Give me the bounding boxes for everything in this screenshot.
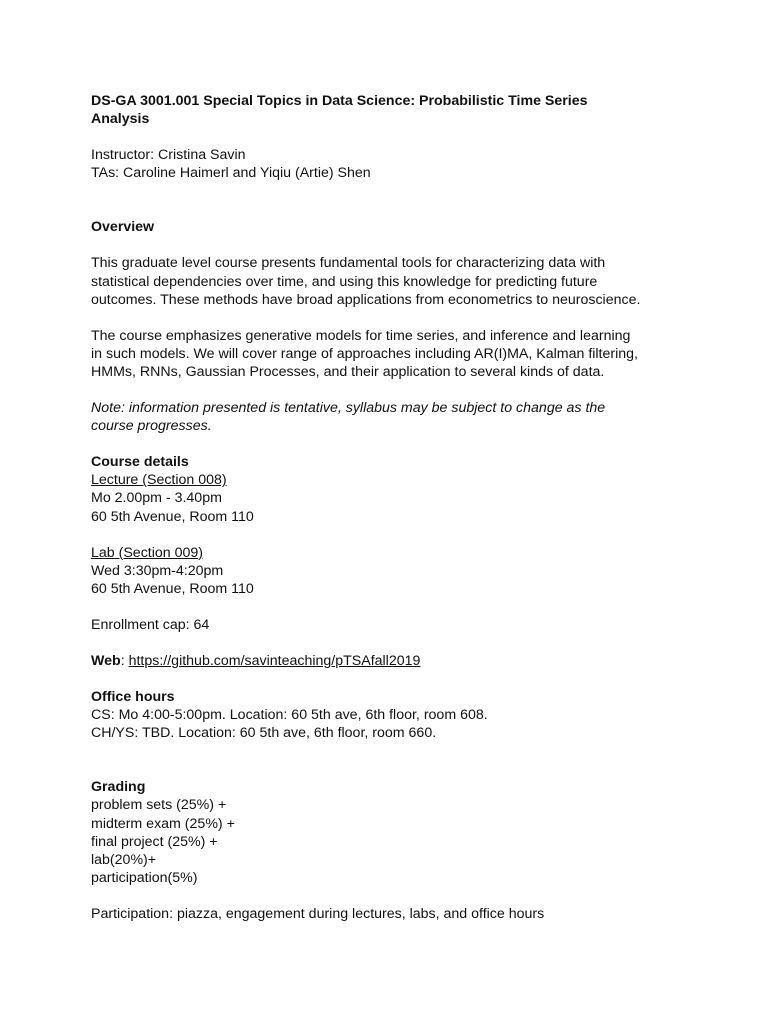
lab-info bbox=[91, 544, 691, 598]
course-title-line-2: Analysis bbox=[91, 111, 150, 128]
syllabus-page bbox=[91, 92, 691, 923]
web-label: Web bbox=[91, 652, 121, 669]
enrollment-cap: Enrollment cap: 64 bbox=[91, 616, 210, 633]
grading-item: final project (25%) + bbox=[91, 833, 218, 850]
office-hours-info bbox=[91, 706, 691, 742]
grading-item: problem sets (25%) + bbox=[91, 797, 227, 814]
grading-list bbox=[91, 796, 691, 886]
course-website-link[interactable]: https://github.com/savinteaching/pTSAfall2019 bbox=[128, 652, 421, 669]
lab-section-label: Lab (Section 009) bbox=[91, 544, 203, 561]
overview-p2-line-3: HMMs, RNNs, Gaussian Processes, and their application to several kinds of data. bbox=[91, 363, 605, 380]
overview-p2-line-2: in such models. We will cover range of approaches including AR(I)MA, Kalman filtering, bbox=[91, 345, 638, 362]
participation-note: Participation: piazza, engagement during lectures, labs, and office hours bbox=[91, 905, 545, 922]
overview-p1-line-1: This graduate level course presents fundamental tools for characterizing data with bbox=[91, 255, 606, 272]
lecture-info bbox=[91, 471, 691, 525]
lecture-room: 60 5th Avenue, Room 110 bbox=[91, 508, 254, 525]
office-hours-heading: Office hours bbox=[91, 689, 175, 706]
overview-p1-line-3: outcomes. These methods have broad applications from econometrics to neuroscience. bbox=[91, 291, 641, 308]
course-details-heading: Course details bbox=[91, 454, 189, 471]
overview-p1-line-2: statistical dependencies over time, and using this knowledge for predicting future bbox=[91, 273, 598, 290]
course-title-line-1: DS-GA 3001.001 Special Topics in Data Science: Probabilistic Time Series bbox=[91, 93, 588, 109]
instructor-line: Instructor: Cristina Savin bbox=[91, 147, 246, 164]
tentative-note bbox=[91, 399, 691, 435]
lecture-section-label: Lecture (Section 008) bbox=[91, 472, 227, 489]
lecture-time: Mo 2.00pm - 3.40pm bbox=[91, 490, 222, 507]
grading-item: midterm exam (25%) + bbox=[91, 815, 235, 832]
staff-info bbox=[91, 146, 691, 182]
lab-room: 60 5th Avenue, Room 110 bbox=[91, 580, 254, 597]
lab-time: Wed 3:30pm-4:20pm bbox=[91, 562, 224, 579]
grading-item: lab(20%)+ bbox=[91, 851, 157, 868]
course-title bbox=[91, 92, 691, 128]
office-hours-chys: CH/YS: TBD. Location: 60 5th ave, 6th floor, room 660. bbox=[91, 725, 437, 742]
web-separator: : bbox=[120, 652, 129, 669]
web-line bbox=[91, 652, 691, 670]
overview-heading: Overview bbox=[91, 219, 155, 236]
note-line-1: Note: information presented is tentative, syllabus may be subject to change as the bbox=[91, 400, 606, 417]
note-line-2: course progresses. bbox=[91, 418, 212, 435]
overview-paragraph-2 bbox=[91, 327, 691, 381]
grading-item: participation(5%) bbox=[91, 869, 198, 886]
office-hours-cs: CS: Mo 4:00-5:00pm. Location: 60 5th ave, 6th floor, room 608. bbox=[91, 707, 488, 724]
overview-paragraph-1 bbox=[91, 254, 691, 308]
overview-p2-line-1: The course emphasizes generative models for time series, and inference and learning bbox=[91, 327, 631, 344]
grading-heading: Grading bbox=[91, 779, 146, 796]
tas-line: TAs: Caroline Haimerl and Yiqiu (Artie) Shen bbox=[91, 165, 371, 182]
